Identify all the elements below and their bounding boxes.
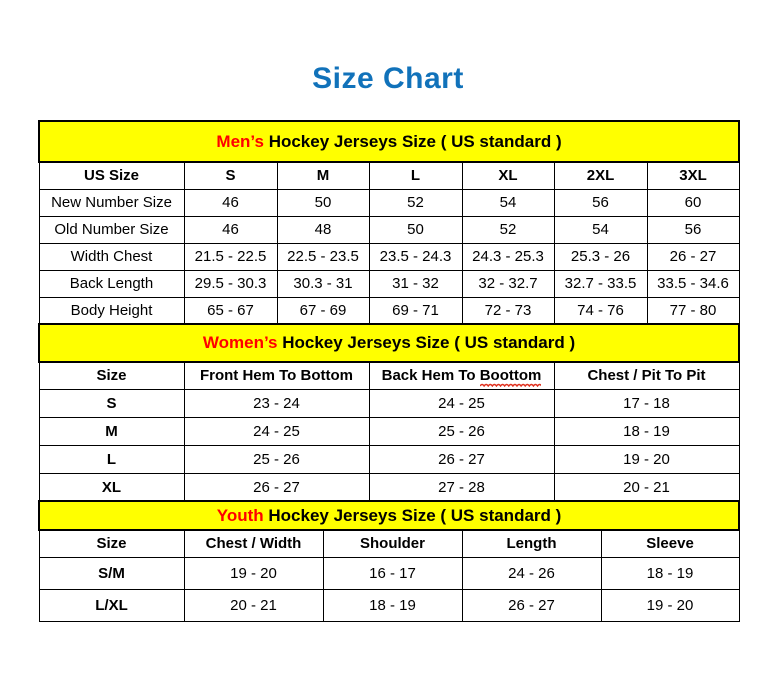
value-cell: 25 - 26 (369, 418, 554, 446)
value-cell: 74 - 76 (554, 297, 647, 324)
band-highlight-word: Women’s (202, 332, 278, 352)
column-header: Chest / Width (184, 530, 323, 557)
value-cell: 30.3 - 31 (277, 270, 369, 297)
value-cell: 16 - 17 (323, 557, 462, 589)
value-cell: 67 - 69 (277, 297, 369, 324)
value-cell: 65 - 67 (184, 297, 277, 324)
table-row (39, 390, 739, 418)
misspelled-word: Boottom (480, 367, 542, 384)
table-row (39, 418, 739, 446)
value-cell: 25.3 - 26 (554, 243, 647, 270)
value-cell: 48 (277, 216, 369, 243)
value-cell: 52 (369, 189, 462, 216)
size-chart-tables (38, 120, 738, 622)
womens-section-band (39, 324, 739, 362)
table-row (39, 270, 739, 297)
value-cell: 33.5 - 34.6 (647, 270, 739, 297)
value-cell: 56 (554, 189, 647, 216)
row-label: S (39, 390, 184, 418)
row-label: Width Chest (39, 243, 184, 270)
table-row (39, 446, 739, 474)
value-cell: 32 - 32.7 (462, 270, 554, 297)
value-cell: 20 - 21 (554, 474, 739, 502)
value-cell: 26 - 27 (647, 243, 739, 270)
value-cell: 31 - 32 (369, 270, 462, 297)
value-cell: 60 (647, 189, 739, 216)
mens-size-table (38, 120, 740, 325)
column-header: S (184, 162, 277, 189)
value-cell: 29.5 - 30.3 (184, 270, 277, 297)
column-header: Chest / Pit To Pit (554, 362, 739, 390)
value-cell: 22.5 - 23.5 (277, 243, 369, 270)
row-label: XL (39, 474, 184, 502)
value-cell: 50 (369, 216, 462, 243)
table-row (39, 297, 739, 324)
value-cell: 17 - 18 (554, 390, 739, 418)
value-cell: 50 (277, 189, 369, 216)
column-header: Shoulder (323, 530, 462, 557)
value-cell: 26 - 27 (184, 474, 369, 502)
value-cell: 69 - 71 (369, 297, 462, 324)
row-label: New Number Size (39, 189, 184, 216)
row-label: Back Length (39, 270, 184, 297)
column-header: US Size (39, 162, 184, 189)
table-row (39, 557, 739, 589)
value-cell: 27 - 28 (369, 474, 554, 502)
table-row (39, 243, 739, 270)
value-cell: 32.7 - 33.5 (554, 270, 647, 297)
value-cell: 72 - 73 (462, 297, 554, 324)
column-header: Size (39, 530, 184, 557)
value-cell: 24.3 - 25.3 (462, 243, 554, 270)
value-cell: 24 - 26 (462, 557, 601, 589)
row-label: S/M (39, 557, 184, 589)
womens-size-table (38, 323, 740, 503)
table-row (39, 189, 739, 216)
spellcheck-squiggle-icon (480, 383, 542, 387)
column-header (369, 362, 554, 390)
row-label: M (39, 418, 184, 446)
column-header: Length (462, 530, 601, 557)
value-cell: 54 (554, 216, 647, 243)
row-label: Body Height (39, 297, 184, 324)
mens-section-band (39, 121, 739, 162)
value-cell: 21.5 - 22.5 (184, 243, 277, 270)
table-row (39, 589, 739, 621)
value-cell: 24 - 25 (369, 390, 554, 418)
column-header: Front Hem To Bottom (184, 362, 369, 390)
column-header: XL (462, 162, 554, 189)
value-cell: 56 (647, 216, 739, 243)
column-header: L (369, 162, 462, 189)
youth-size-table (38, 500, 740, 622)
table-row (39, 216, 739, 243)
value-cell: 19 - 20 (601, 589, 739, 621)
band-highlight-word: Youth (216, 505, 264, 525)
row-label: Old Number Size (39, 216, 184, 243)
column-header: M (277, 162, 369, 189)
band-rest-text: Hockey Jerseys Size ( US standard ) (263, 505, 562, 525)
value-cell: 18 - 19 (554, 418, 739, 446)
value-cell: 23.5 - 24.3 (369, 243, 462, 270)
value-cell: 26 - 27 (369, 446, 554, 474)
value-cell: 46 (184, 189, 277, 216)
value-cell: 26 - 27 (462, 589, 601, 621)
band-highlight-word: Men’s (216, 131, 264, 151)
youth-section-band (39, 501, 739, 530)
column-header: 2XL (554, 162, 647, 189)
value-cell: 77 - 80 (647, 297, 739, 324)
row-label: L (39, 446, 184, 474)
band-rest-text: Hockey Jerseys Size ( US standard ) (263, 131, 562, 151)
column-header: Size (39, 362, 184, 390)
value-cell: 19 - 20 (184, 557, 323, 589)
value-cell: 52 (462, 216, 554, 243)
value-cell: 18 - 19 (601, 557, 739, 589)
value-cell: 46 (184, 216, 277, 243)
value-cell: 54 (462, 189, 554, 216)
page-title: Size Chart (312, 62, 464, 95)
table-row (39, 474, 739, 502)
value-cell: 24 - 25 (184, 418, 369, 446)
value-cell: 23 - 24 (184, 390, 369, 418)
column-header-text: Back Hem To (381, 367, 480, 385)
row-label: L/XL (39, 589, 184, 621)
column-header: Sleeve (601, 530, 739, 557)
value-cell: 18 - 19 (323, 589, 462, 621)
value-cell: 25 - 26 (184, 446, 369, 474)
column-header: 3XL (647, 162, 739, 189)
value-cell: 19 - 20 (554, 446, 739, 474)
band-rest-text: Hockey Jerseys Size ( US standard ) (277, 332, 576, 352)
value-cell: 20 - 21 (184, 589, 323, 621)
